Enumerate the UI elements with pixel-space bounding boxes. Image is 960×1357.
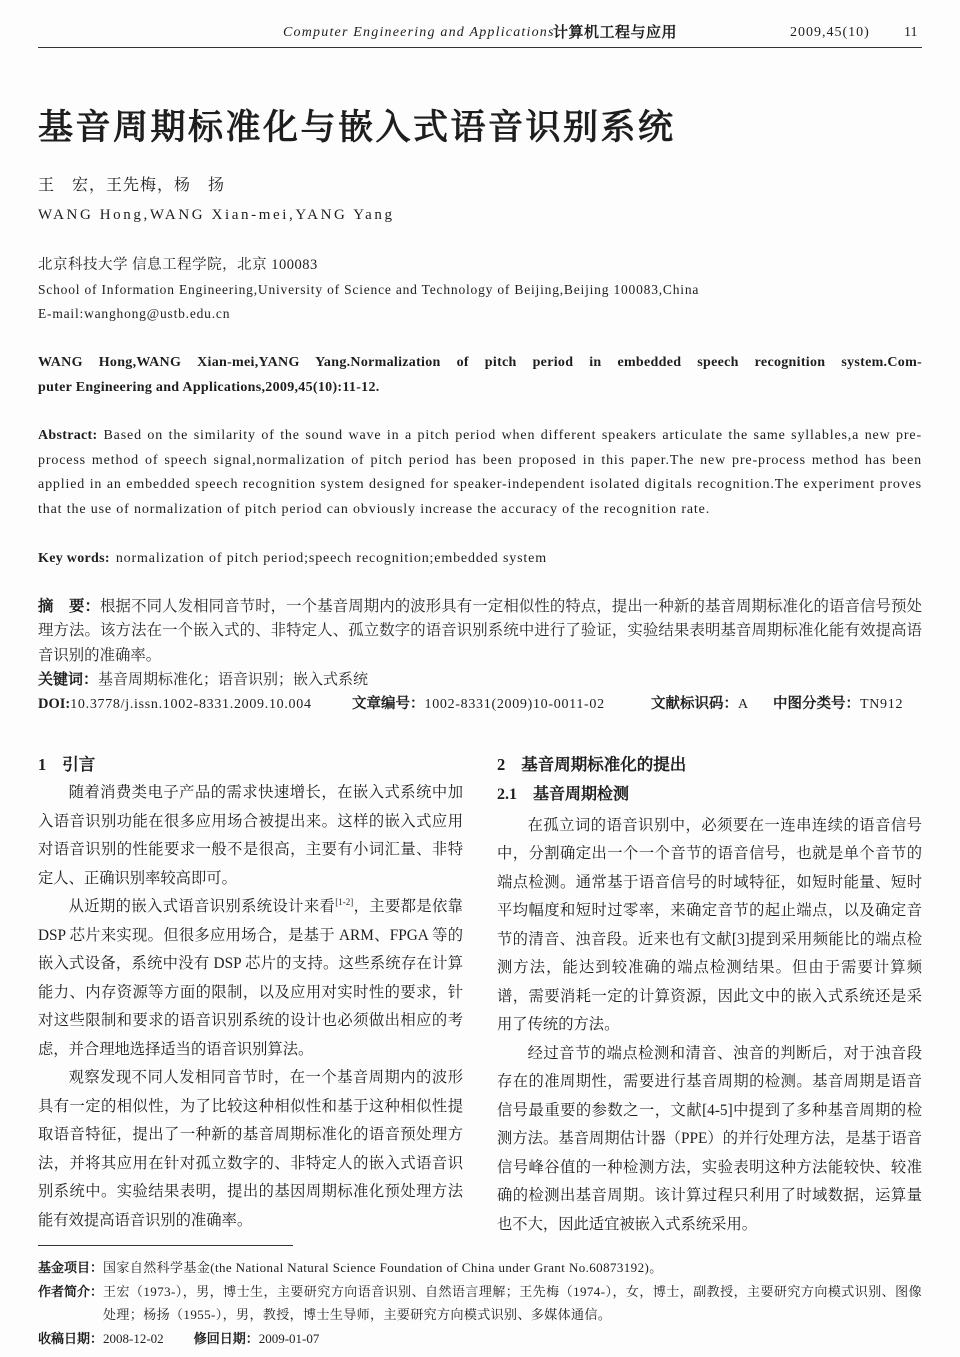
document-code — [651, 692, 749, 717]
paragraph: 观察发现不同人发相同音节时，在一个基音周期内的波形具有一定的相似性，为了比较这种相似性和基于这种相似性提取语音特征，提出了一种新的基音周期标准化的语音预处理方法，并将其应用在针对孤立数字的、非特定人的嵌入式语音识别系统中。实验结果表明，提出的基因周期标准化预处理方法能有效提高语音识别的准确率。 — [38, 1069, 463, 1229]
section-1-number: 1 — [38, 754, 47, 774]
section-1-heading — [38, 751, 463, 780]
page-number: 11 — [904, 25, 918, 40]
body-column-right — [497, 751, 922, 1240]
revised-label: 修回日期： — [193, 1330, 259, 1346]
article-number — [352, 692, 605, 717]
citation-line-2: puter Engineering and Applications,2009,45(10):11-12. — [38, 379, 380, 395]
author-email: E-mail:wanghong@ustb.edu.cn — [38, 306, 231, 321]
paragraph: 在孤立词的语音识别中，必须要在一连串连续的语音信号中，分割确定出一个一个音节的语音信号，也就是单个音节的端点检测。通常基于语音信号的时域特征，如短时能量、短时平均幅度和短时过零率，来确定音节的起止端点，以及确定音节的清音、浊音段。近来也有文献[3]提到采用频能比的端点检测方法，能达到较准确的端点检测结果。但由于需要计算频谱，需要消耗一定的计算资源，因此文中的嵌入式系统还是采用了传统的方法。 — [497, 816, 922, 1034]
paragraph-text: ，主要都是依靠 DSP 芯片来实现。但很多应用场合，是基于 ARM、FPGA 等的嵌入式设备，系统中没有 DSP 芯片的支持。这些系统存在计算能力、内存资源等方面的限制，以及应用对实时性的要求，针对这些限制和要求的语音识别系统的设计也必须做出相应的考虑，并合理地选择适当的语音识别算法。 — [38, 898, 463, 1058]
article-number-value: 1002-8331(2009)10-0011-02 — [424, 697, 605, 712]
classification-number — [773, 692, 903, 717]
paper-title: 基音周期标准化与嵌入式语音识别系统 — [38, 108, 676, 147]
identifiers — [38, 692, 922, 716]
abstract-en — [38, 424, 922, 522]
funding-note — [38, 1256, 922, 1280]
paragraph: 经过音节的端点检测和清音、浊音的判断后，对于浊音段存在的准周期性，需要进行基音周期的检测。基音周期是语音信号最重要的参数之一，文献[4-5]中提到了多种基音周期的检测方法。基音周期估计器（PPE）的并行处理方法，是基于语音信号峰谷值的一种检测方法，实验表明这种方法能较快、较准确的检测出基音周期。该计算过程只利用了时域数据，运算量也不大，因此适宜被嵌入式系统采用。 — [497, 1044, 922, 1233]
revised-group — [194, 1327, 320, 1351]
section-2-title: 基音周期标准化的提出 — [521, 754, 687, 774]
keywords-en-label: Key words: — [38, 550, 110, 566]
section-2-number: 2 — [497, 754, 506, 774]
section-2-heading — [497, 751, 922, 780]
article-number-label: 文章编号： — [352, 696, 425, 712]
document-code-value: A — [738, 697, 749, 712]
affiliation — [38, 253, 922, 327]
subsection-2-1-title: 基音周期检测 — [533, 786, 630, 804]
received-label: 收稿日期： — [38, 1330, 104, 1346]
abstract-en-label: Abstract: — [38, 428, 98, 443]
abstract-cn-text: 根据不同人发相同音节时，一个基音周期内的波形具有一定相似性的特点，提出一种新的基音周期标准化的语音信号预处理方法。该方法在一个嵌入式的、非特定人、孤立数字的语音识别系统中进行了验证，实验结果表明基音周期标准化能有效提高语音识别的准确率。 — [38, 598, 922, 664]
footnote-rule — [38, 1245, 293, 1246]
footnotes — [38, 1256, 922, 1350]
authors-cn: 王 宏，王先梅，杨 扬 — [38, 177, 226, 194]
body-column-left — [38, 751, 463, 1236]
reference-superscript: [1-2] — [335, 897, 354, 908]
revised-date: 2009-01-07 — [258, 1330, 320, 1346]
affiliation-en: School of Information Engineering,University of Science and Technology of Beijing,Beijing 100083,China — [38, 281, 700, 297]
affiliation-cn: 北京科技大学 信息工程学院，北京 100083 — [38, 257, 318, 273]
paragraph: 随着消费类电子产品的需求快速增长，在嵌入式系统中加入语音识别功能在很多应用场合被提出来。这样的嵌入式应用对语音识别的性能要求一般不是很高，主要有小词汇量、非特定人、正确识别率较高即可。 — [38, 784, 463, 887]
header-rule — [38, 47, 922, 48]
subsection-2-1-number: 2.1 — [497, 786, 517, 804]
author-bio-note — [38, 1280, 922, 1327]
funding-text: 国家自然科学基金(the National Natural Science Foundation of China under Grant No.60873192)。 — [103, 1260, 663, 1276]
classification-label: 中图分类号： — [773, 696, 860, 712]
abstract-cn-label: 摘 要： — [38, 598, 101, 615]
abstract-en-text: Based on the similarity of the sound wave in a pitch period when different speakers articulate the same syllables,a new pre-process method of speech signal,normalization of pitch period has been proposed in this paper.The new pre-process method has been applied in an embedded speech recognition system designed for speaker-independent isolated digitals recognition.The experiment proves that the use of normalization of pitch period can obviously increase the accuracy of the recognition rate. — [38, 428, 922, 517]
doi-value: 10.3778/j.issn.1002-8331.2009.10.004 — [70, 697, 312, 712]
keywords-en — [38, 547, 922, 572]
date-note — [38, 1327, 922, 1351]
paragraph — [38, 893, 463, 1064]
abstract-cn — [38, 595, 922, 668]
keywords-cn-text: 基音周期标准化；语音识别；嵌入式系统 — [98, 672, 369, 688]
document-code-label: 文献标识码： — [651, 696, 738, 712]
author-bio-label: 作者简介： — [38, 1283, 104, 1299]
section-1-title: 引言 — [62, 754, 96, 774]
citation-line-1: WANG Hong,WANG Xian-mei,YANG Yang.Normalization of pitch period in embedded speech recognition system.Com- — [38, 354, 922, 370]
paragraph-text: 从近期的嵌入式语音识别系统设计来看 — [68, 898, 336, 916]
keywords-cn — [38, 668, 922, 692]
keywords-cn-label: 关键词： — [38, 672, 99, 688]
journal-name-cn: 计算机工程与应用 — [553, 25, 678, 41]
doi — [38, 692, 312, 717]
authors-en: WANG Hong,WANG Xian-mei,YANG Yang — [38, 207, 395, 223]
funding-label: 基金项目： — [38, 1260, 104, 1276]
journal-name-en: Computer Engineering and Applications — [283, 25, 555, 40]
classification-value: TN912 — [860, 697, 904, 712]
keywords-en-text: normalization of pitch period;speech recognition;embedded system — [115, 550, 547, 566]
doi-label: DOI: — [38, 696, 71, 712]
author-bio-text: 王宏（1973-），男，博士生，主要研究方向语音识别、自然语言理解；王先梅（1974-），女，博士，副教授，主要研究方向模式识别、图像处理；杨扬（1955-），男，教授，博士生导师，主要研究方向模式识别、多媒体通信。 — [103, 1283, 922, 1323]
subsection-2-1-heading — [497, 781, 922, 810]
issue-info: 2009,45(10) — [790, 25, 870, 40]
received-date: 2008-12-02 — [103, 1330, 164, 1346]
citation — [38, 350, 922, 400]
